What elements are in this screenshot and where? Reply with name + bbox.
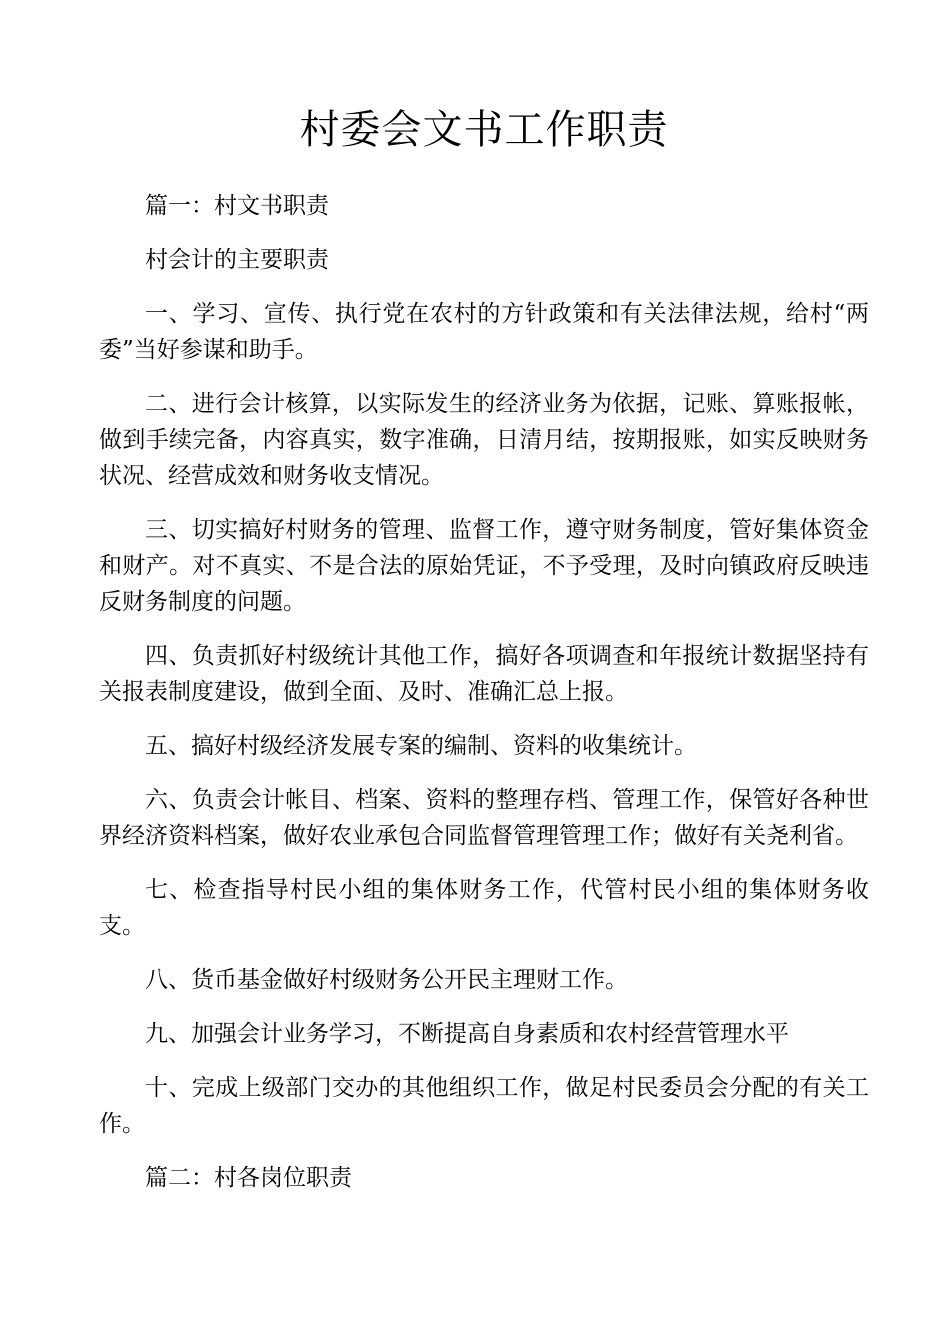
duty-item-4: 四、负责抓好村级统计其他工作，搞好各项调查和年报统计数据坚持有关报表制度建设，做到全面、及时、准确汇总上报。 (99, 643, 869, 705)
duty-item-8: 八、货币基金做好村级财务公开民主理财工作。 (145, 967, 628, 993)
duty-item-2: 二、进行会计核算，以实际发生的经济业务为依据，记账、算账报帐，做到手续完备，内容真实，数字准确，日清月结，按期报账，如实反映财务状况、经营成效和财务收支情况。 (99, 391, 869, 489)
duty-item-6: 六、负责会计帐目、档案、资料的整理存档、管理工作，保管好各种世界经济资料档案，做好农业承包合同监督管理管理工作；做好有关尧利省。 (99, 787, 869, 849)
duty-item-5: 五、搞好村级经济发展专案的编制、资料的收集统计。 (145, 733, 697, 759)
duty-item-9: 九、加强会计业务学习，不断提高自身素质和农村经营管理水平 (145, 1021, 789, 1047)
subheading-accountant-duties: 村会计的主要职责 (145, 247, 329, 273)
document-page (99, 100, 869, 1214)
duty-item-3: 三、切实搞好村财务的管理、监督工作，遵守财务制度，管好集体资金和财产。对不真实、不是合法的原始凭证，不予受理，及时向镇政府反映违反财务制度的问题。 (99, 517, 869, 615)
duty-item-10: 十、完成上级部门交办的其他组织工作，做足村民委员会分配的有关工作。 (99, 1075, 869, 1137)
document-title: 村委会文书工作职责 (299, 107, 669, 153)
duty-item-7: 七、检查指导村民小组的集体财务工作，代管村民小组的集体财务收支。 (99, 877, 869, 939)
section-heading-2: 篇二：村各岗位职责 (145, 1165, 352, 1191)
section-heading-1: 篇一：村文书职责 (145, 193, 329, 219)
duty-item-1: 一、学习、宣传、执行党在农村的方针政策和有关法律法规，给村“两委”当好参谋和助手。 (99, 301, 869, 363)
